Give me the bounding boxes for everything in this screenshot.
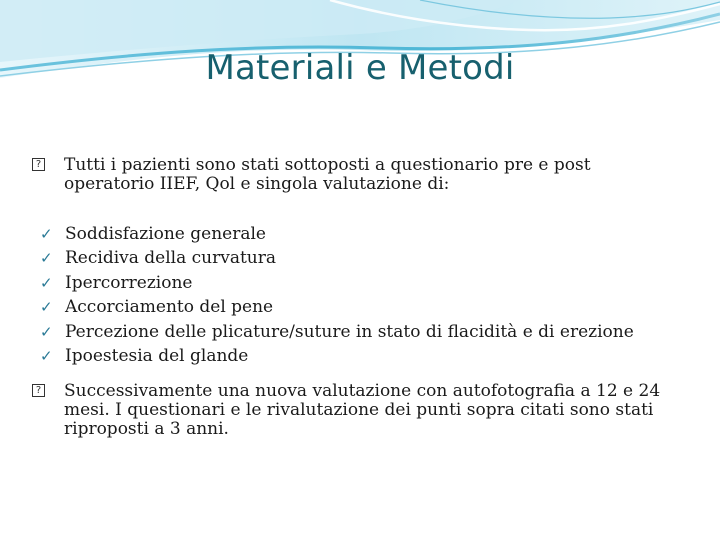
- list-item-label: Accorciamento del pene: [65, 297, 274, 318]
- list-item: [40, 295, 680, 319]
- square-bullet-icon: ?: [32, 158, 45, 171]
- list-item: [40, 246, 680, 270]
- slide-title: Materiali e Metodi: [205, 48, 515, 88]
- checkmark-icon: ✓: [40, 346, 53, 365]
- paragraph-2-text: Successivamente una nuova valutazione con autofotografia a 12 e 24 mesi. I questionari e le rivalutazione dei punti sopra citati sono stati riproposti a 3 anni.: [64, 381, 661, 439]
- checkmark-icon: ✓: [40, 273, 53, 292]
- list-item-label: Soddisfazione generale: [65, 224, 266, 244]
- evaluation-checklist: [40, 222, 680, 368]
- list-item: [40, 222, 680, 246]
- checkmark-icon: ✓: [40, 225, 53, 243]
- checkmark-icon: ✓: [40, 249, 53, 268]
- list-item-label: Recidiva della curvatura: [65, 248, 277, 269]
- paragraph-2: [32, 382, 672, 439]
- square-bullet-icon: ?: [32, 384, 45, 397]
- checkmark-icon: ✓: [40, 322, 53, 341]
- checkmark-icon: ✓: [40, 298, 53, 317]
- list-item: [40, 344, 680, 368]
- paragraph-1-text: Tutti i pazienti sono stati sottoposti a questionario pre e post operatorio IIEF, Qol e singola valutazione di:: [64, 155, 591, 194]
- list-item-label: Ipercorrezione: [65, 272, 193, 293]
- list-item: [40, 271, 680, 295]
- list-item-label: Ipoestesia del glande: [65, 345, 249, 366]
- list-item: [40, 320, 680, 344]
- list-item-label: Percezione delle plicature/suture in stato di flacidità e di erezione: [65, 321, 634, 342]
- paragraph-1: [32, 156, 672, 194]
